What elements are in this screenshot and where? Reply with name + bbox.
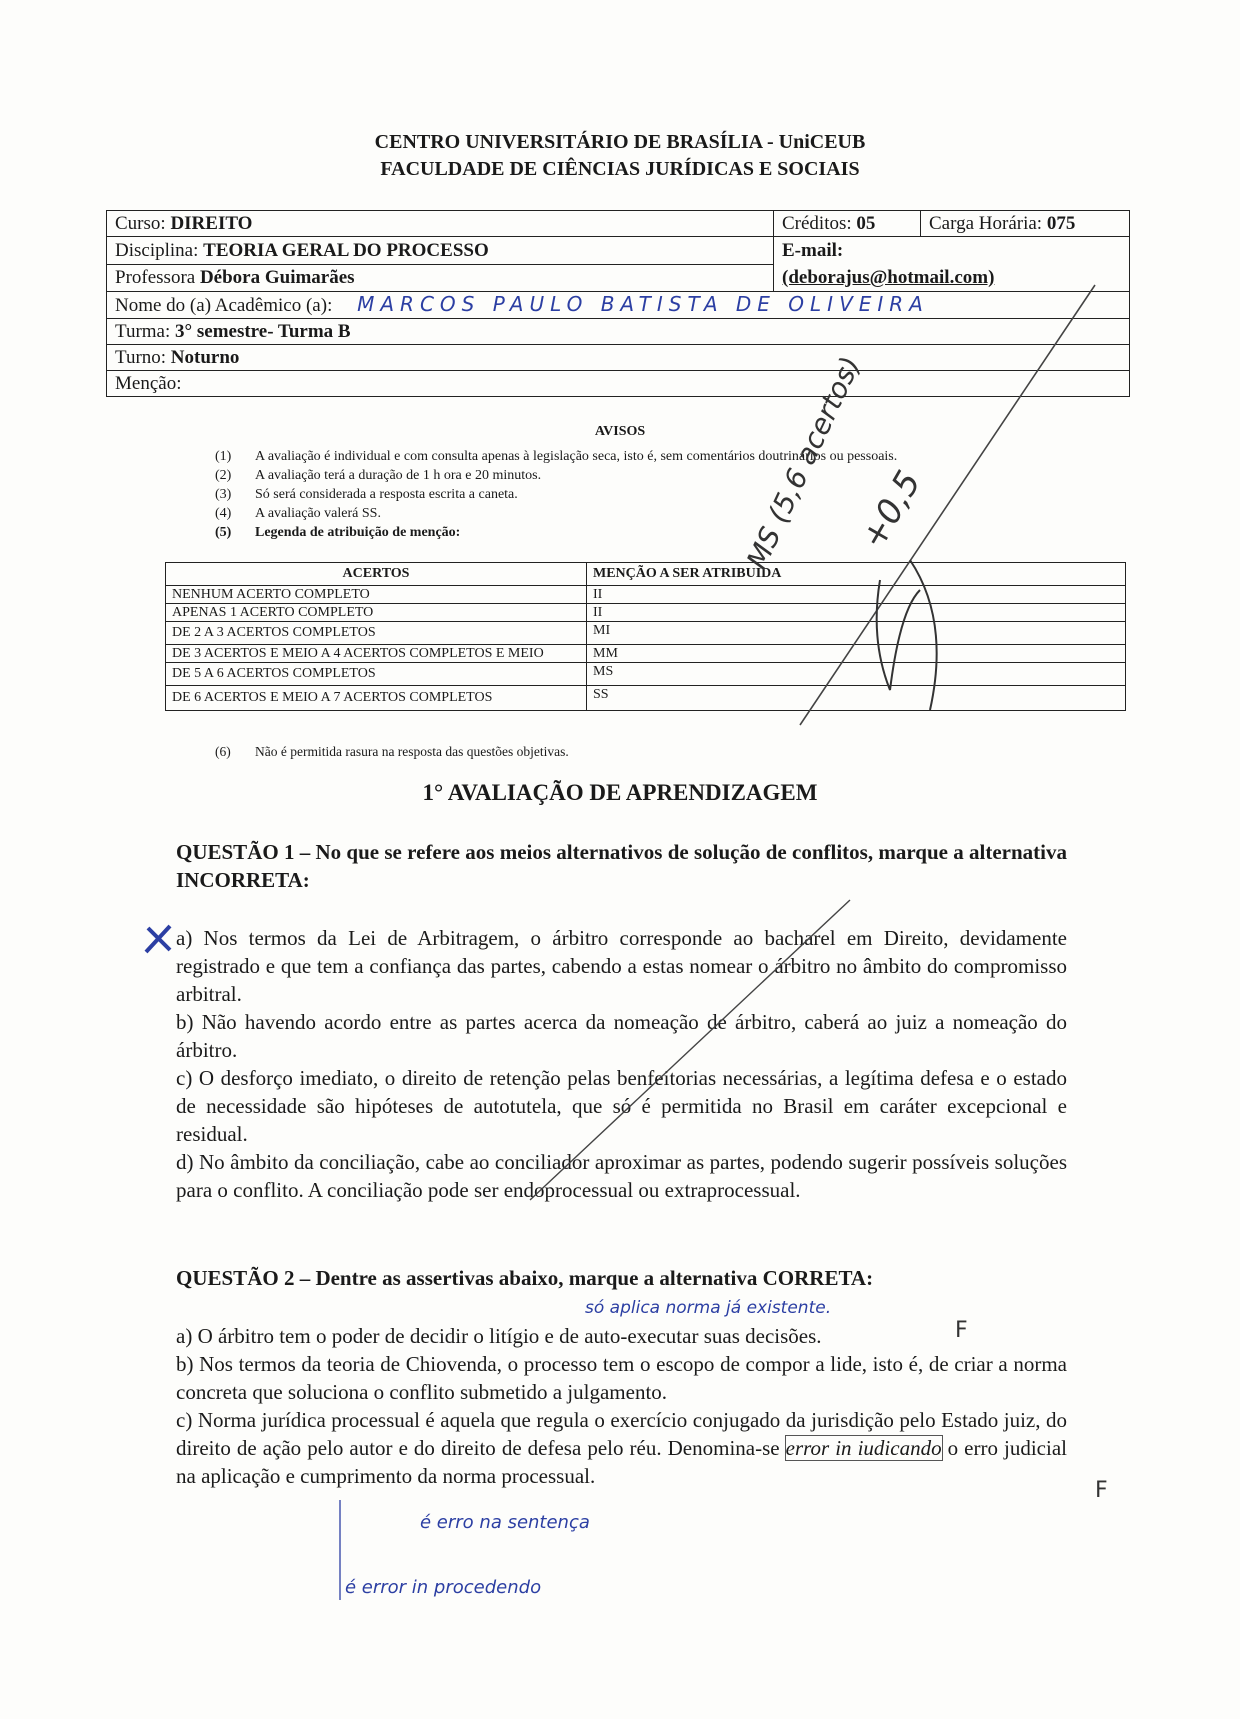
q2-option-b: b) Nos termos da teoria de Chiovenda, o processo tem o escopo de compor a lide, isto é, de criar a norma concreta que soluciona o conflito submetido a julgamento. bbox=[176, 1352, 1067, 1404]
exam-title: 1° AVALIAÇÃO DE APRENDIZAGEM bbox=[422, 780, 818, 805]
diagonal-pen-line bbox=[800, 285, 1095, 725]
professora-cell: Professora Débora Guimarães bbox=[107, 264, 774, 292]
signature-stroke bbox=[910, 560, 937, 710]
q2-option-a: a) O árbitro tem o poder de decidir o litígio e de auto-executar suas decisões. bbox=[176, 1324, 822, 1348]
table-row: DE 2 A 3 ACERTOS COMPLETOS MI bbox=[166, 622, 1126, 645]
bonus-handwritten: +0,5 bbox=[853, 464, 930, 556]
signature-stroke bbox=[877, 580, 920, 690]
mark-f-1: F bbox=[955, 1318, 968, 1343]
aviso-5: (5) Legenda de atribuição de menção: bbox=[215, 525, 461, 540]
carga-cell: Carga Horária: 075 bbox=[921, 211, 1130, 237]
note-q2a: só aplica norma já existente. bbox=[585, 1298, 832, 1318]
institution-name: CENTRO UNIVERSITÁRIO DE BRASÍLIA - UniCEUB bbox=[374, 131, 866, 153]
disciplina-cell: Disciplina: TEORIA GERAL DO PROCESSO bbox=[107, 237, 774, 265]
table-row: APENAS 1 ACERTO COMPLETO II bbox=[166, 604, 1126, 622]
header-mencao: MENÇÃO A SER ATRIBUIDA bbox=[587, 563, 1126, 586]
q1-option-a: a) Nos termos da Lei de Arbitragem, o árbitro corresponde ao bacharel em Direito, devidamente registrado e que tem a confiança das partes, cabendo a estas nomear o árbitro no âmbito do compromisso arbitral. bbox=[176, 926, 1067, 1006]
q2-option-c: c) Norma jurídica processual é aquela que regula o exercício conjugado da jurisdição pelo Estado juiz, do direito de ação pelo autor e do direito de defesa pelo réu. Denomina-se error in iudicando o erro judicial na aplicação e cumprimento da norma processual. bbox=[176, 1408, 1067, 1488]
question-1-heading: QUESTÃO 1 – No que se refere aos meios alternativos de solução de conflitos, marque a alternativa INCORRETA: bbox=[176, 840, 1067, 892]
faculty-name: FACULDADE DE CIÊNCIAS JURÍDICAS E SOCIAIS bbox=[380, 158, 860, 180]
table-row: DE 5 A 6 ACERTOS COMPLETOS MS bbox=[166, 663, 1126, 686]
cross-mark-icon bbox=[146, 926, 170, 952]
diagonal-pen-line-q1 bbox=[530, 900, 850, 1200]
aviso-1: (1) A avaliação é individual e com consulta apenas à legislação seca, isto é, sem comentários doutrinários ou pessoais. bbox=[215, 449, 898, 464]
header-acertos: ACERTOS bbox=[166, 563, 587, 586]
q1-option-b: b) Não havendo acordo entre as partes acerca da nomeação de árbitro, caberá ao juiz a nomeação do árbitro. bbox=[176, 1010, 1067, 1062]
table-row: DE 3 ACERTOS E MEIO A 4 ACERTOS COMPLETOS E MEIO MM bbox=[166, 645, 1126, 663]
note-erro-sentenca: é erro na sentença bbox=[420, 1512, 590, 1533]
question-2-heading: QUESTÃO 2 – Dentre as assertivas abaixo, marque a alternativa CORRETA: bbox=[176, 1266, 874, 1290]
creditos-cell: Créditos: 05 bbox=[774, 211, 921, 237]
turma-cell: Turma: 3° semestre- Turma B bbox=[107, 319, 1130, 345]
student-name-handwritten: MARCOS PAULO BATISTA DE OLIVEIRA bbox=[357, 292, 929, 316]
grade-handwritten: MS (5,6 acertos) bbox=[740, 351, 868, 574]
mark-f-2: F bbox=[1095, 1478, 1108, 1503]
turno-cell: Turno: Noturno bbox=[107, 345, 1130, 371]
avisos-title: AVISOS bbox=[594, 424, 646, 439]
table-row: DE 6 ACERTOS E MEIO A 7 ACERTOS COMPLETOS SS bbox=[166, 686, 1126, 711]
nome-cell: Nome do (a) Acadêmico (a): MARCOS PAULO BATISTA DE OLIVEIRA bbox=[107, 292, 1130, 319]
mencao-cell: Menção: bbox=[107, 371, 1130, 397]
aviso-6: (6) Não é permitida rasura na resposta das questões objetivas. bbox=[215, 744, 569, 759]
aviso-3: (3) Só será considerada a resposta escrita a caneta. bbox=[215, 487, 518, 502]
aviso-2: (2) A avaliação terá a duração de 1 h ora e 20 minutos. bbox=[215, 468, 542, 483]
aviso-4: (4) A avaliação valerá SS. bbox=[215, 506, 381, 521]
curso-cell: Curso: DIREITO bbox=[107, 211, 774, 237]
note-error-procedendo: é error in procedendo bbox=[345, 1577, 542, 1598]
q1-option-d: d) No âmbito da conciliação, cabe ao conciliador aproximar as partes, podendo sugerir possíveis soluções para o conflito. A conciliação pode ser endoprocessual ou extraprocessual. bbox=[176, 1150, 1067, 1202]
q1-option-c: c) O desforço imediato, o direito de retenção pelas benfeitorias necessárias, a legítima defesa e o estado de necessidade são hipóteses de autotutela, que só é permitida no Brasil em caráter excepcional e residual. bbox=[176, 1066, 1067, 1146]
email-cell: E-mail: (deborajus@hotmail.com) bbox=[774, 237, 1130, 292]
table-row: NENHUM ACERTO COMPLETO II bbox=[166, 586, 1126, 604]
